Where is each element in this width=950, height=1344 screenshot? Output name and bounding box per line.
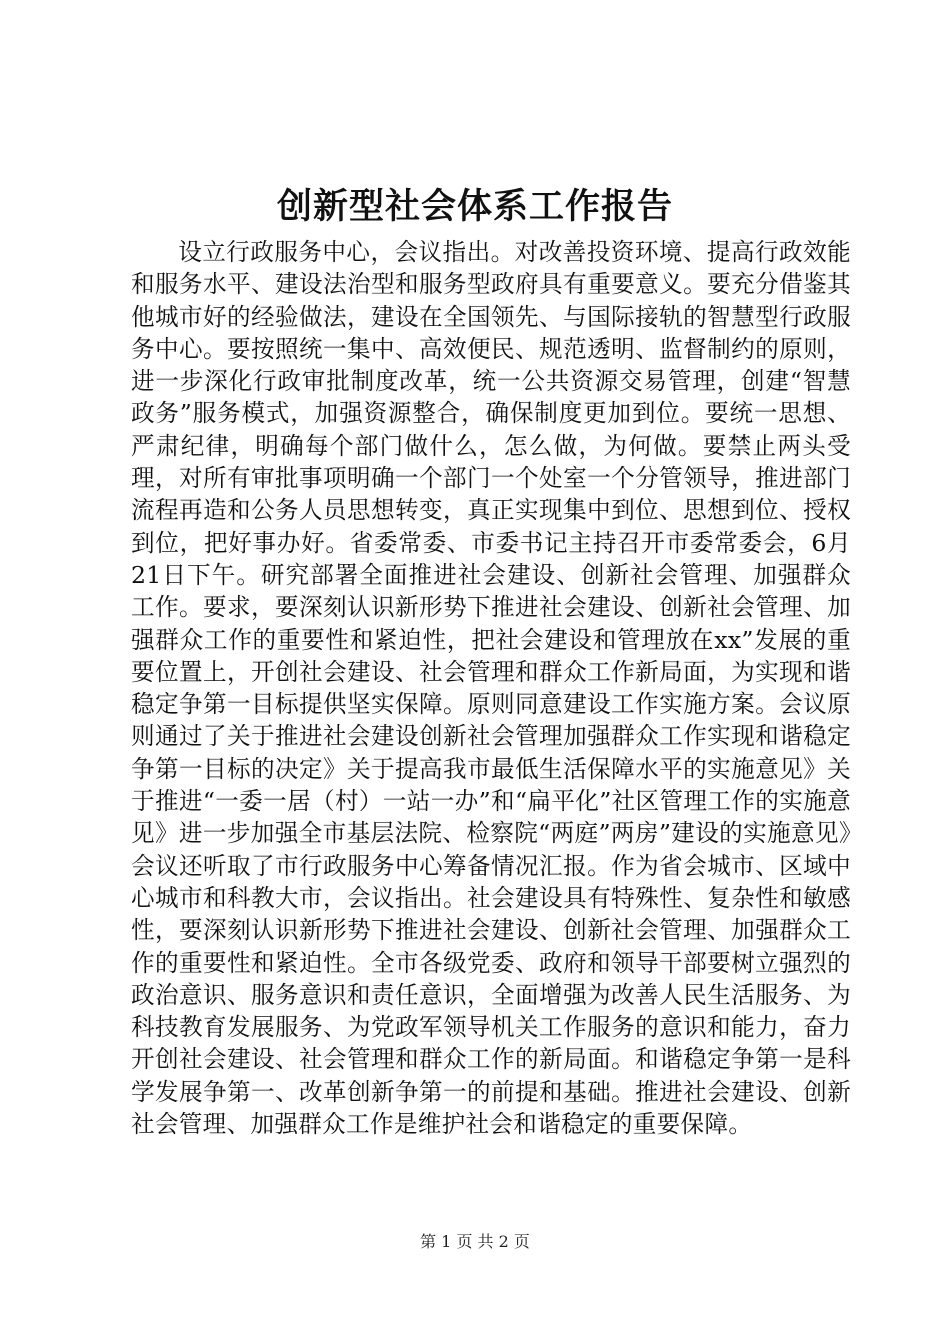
document-title: 创新型社会体系工作报告 xyxy=(276,186,673,227)
page-footer: 第 1 页 共 2 页 xyxy=(420,1232,530,1251)
body-paragraph: 设立行政服务中心，会议指出。对改善投资环境、提高行政效能和服务水平、建设法治型和服务型政府具有重要意义。要充分借鉴其他城市好的经验做法，建设在全国领先、与国际接轨的智慧型行政服务中心。要按照统一集中、高效便民、规范透明、监督制约的原则，进一步深化行政审批制度改革，统一公共资源交易管理，创建“智慧政务”服务模式，加强资源整合，确保制度更加到位。要统一思想、严肃纪律，明确每个部门做什么，怎么做，为何做。要禁止两头受理，对所有审批事项明确一个部门一个处室一个分管领导，推进部门流程再造和公务人员思想转变，真正实现集中到位、思想到位、授权到位，把好事办好。省委常委、市委书记主持召开市委常委会，6月21日下午。研究部署全面推进社会建设、创新社会管理、加强群众工作。要求，要深刻认识新形势下推进社会建设、创新社会管理、加强群众工作的重要性和紧迫性，把社会建设和管理放在xx”发展的重要位置上，开创社会建设、社会管理和群众工作新局面，为实现和谐稳定争第一目标提供坚实保障。原则同意建设工作实施方案。会议原则通过了关于推进社会建设创新社会管理加强群众工作实现和谐稳定争第一目标的决定》关于提高我市最低生活保障水平的实施意见》关于推进“一委一居（村）一站一办”和“扁平化”社区管理工作的实施意见》进一步加强全市基层法院、检察院“两庭”两房”建设的实施意见》会议还听取了市行政服务中心筹备情况汇报。作为省会城市、区域中心城市和科教大市，会议指出。社会建设具有特殊性、复杂性和敏感性，要深刻认识新形势下推进社会建设、创新社会管理、加强群众工作的重要性和紧迫性。全市各级党委、政府和领导干部要树立强烈的政治意识、服务意识和责任意识，全面增强为改善人民生活服务、为科技教育发展服务、为党政军领导机关工作服务的意识和能力，奋力开创社会建设、社会管理和群众工作的新局面。和谐稳定争第一是科学发展争第一、改革创新争第一的前提和基础。推进社会建设、创新社会管理、加强群众工作是维护社会和谐稳定的重要保障。 xyxy=(131,238,851,1139)
